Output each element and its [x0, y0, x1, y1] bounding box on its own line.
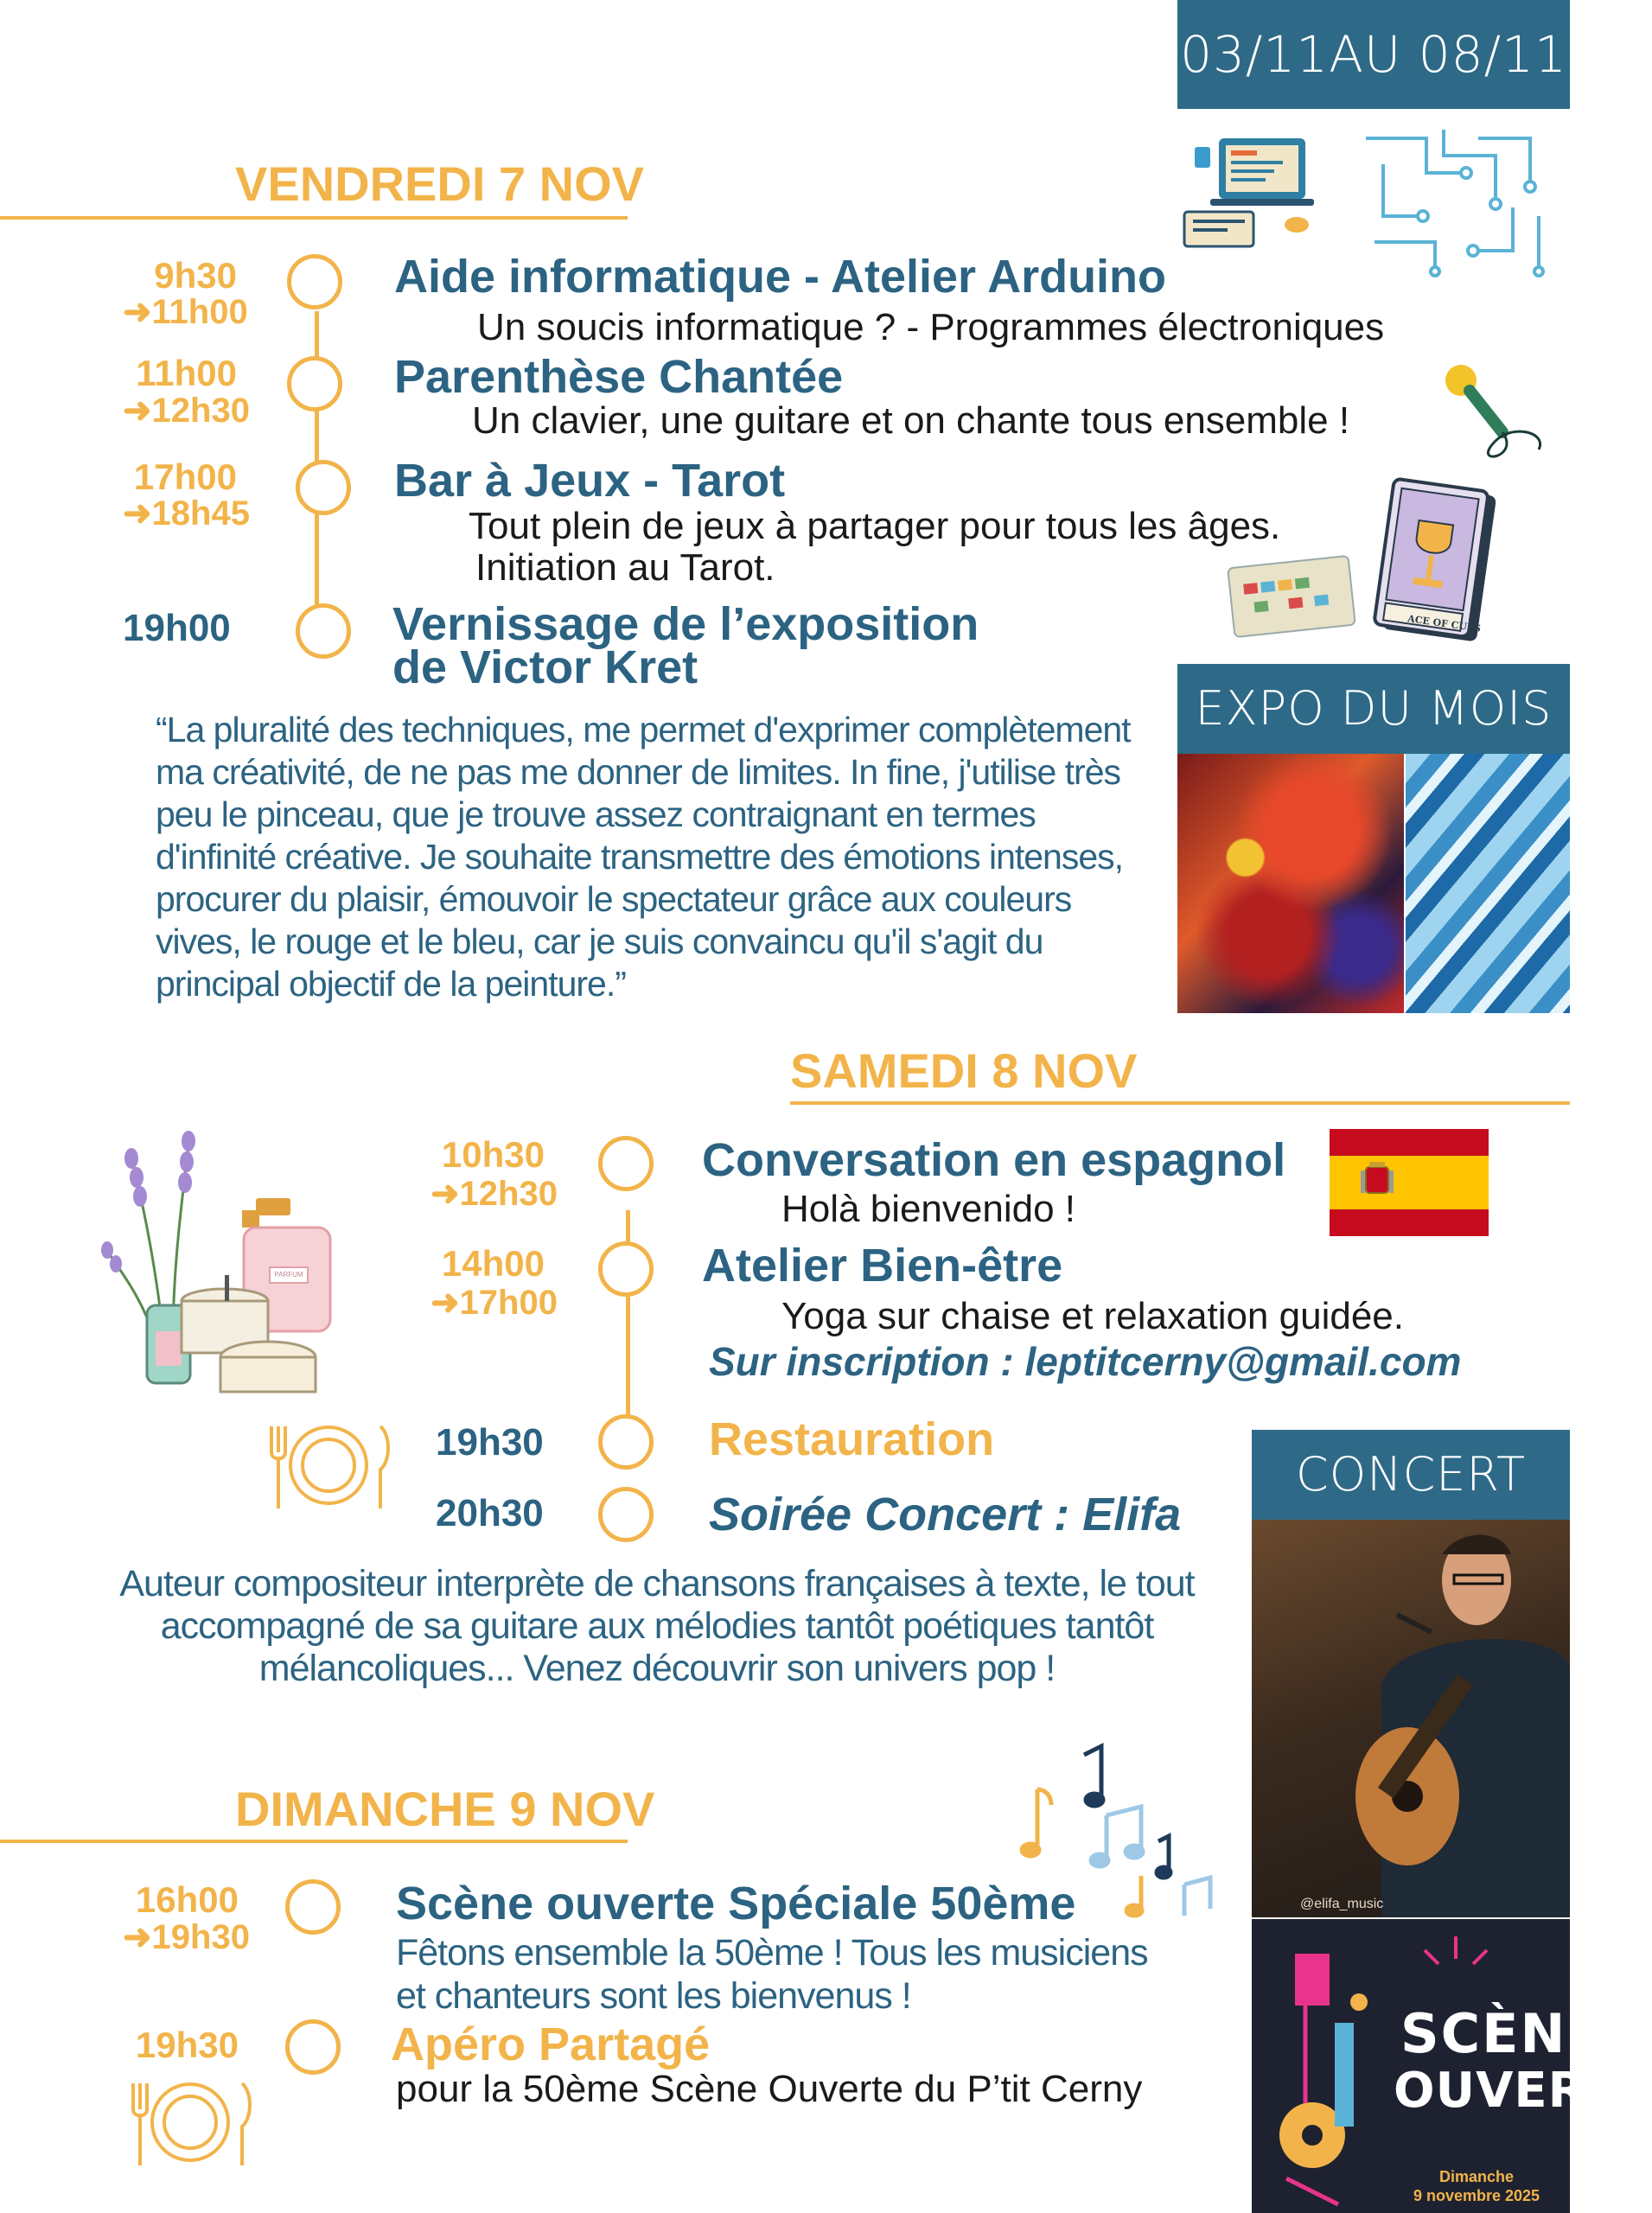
event-title: Apéro Partagé	[391, 2018, 711, 2070]
event-description-line2: Initiation au Tarot.	[475, 546, 775, 589]
board-game-illustration	[1228, 553, 1357, 640]
plate-icon	[121, 2075, 259, 2170]
event-title: Bar à Jeux - Tarot	[394, 455, 786, 507]
saturday-heading: SAMEDI 8 NOV	[790, 1043, 1138, 1098]
event-title: Scène ouverte Spéciale 50ème	[396, 1878, 1076, 1929]
event-end-time: ➜12h30	[123, 392, 250, 430]
poster-title-line2: OUVERTE	[1394, 2063, 1652, 2119]
timeline-dot	[598, 1136, 654, 1191]
lavender-perfume-illustration	[95, 1115, 346, 1400]
timeline-dot	[287, 254, 342, 309]
event-description-line: et chanteurs sont les bienvenus !	[396, 1975, 911, 2017]
registration-note: Sur inscription : leptitcerny@gmail.com	[709, 1339, 1462, 1384]
saturday-divider	[790, 1101, 1570, 1105]
event-title: Vernissage de l’exposition	[392, 598, 979, 650]
expo-painting-blue	[1406, 754, 1570, 1013]
event-title: Conversation en espagnol	[702, 1134, 1286, 1186]
concert-description	[104, 1563, 1210, 1690]
timeline-dot	[598, 1487, 654, 1542]
concert-description-line: accompagné de sa guitare aux mélodies tantôt poétiques tantôt	[160, 1605, 1154, 1647]
friday-divider	[0, 216, 628, 220]
event-title: Aide informatique - Atelier Arduino	[394, 251, 1167, 303]
event-start-time: 19h30	[436, 1421, 544, 1464]
event-description: Holà bienvenido !	[781, 1188, 1076, 1230]
event-title: Atelier Bien-être	[702, 1240, 1063, 1291]
event-title: Parenthèse Chantée	[394, 351, 844, 403]
perfume-label: PARFUM	[274, 1271, 303, 1279]
event-start-time: 19h30	[135, 2025, 239, 2065]
event-end-time: ➜18h45	[123, 494, 250, 533]
microphone-icon	[1435, 354, 1556, 467]
expo-banner: EXPO DU MOIS	[1177, 664, 1570, 754]
event-title: Restauration	[709, 1413, 995, 1465]
event-end-time: ➜17h00	[431, 1284, 558, 1322]
concert-banner: CONCERT	[1252, 1430, 1570, 1520]
event-end-time: ➜12h30	[431, 1175, 558, 1213]
photo-credit: @elifa_music	[1300, 1897, 1384, 1911]
timeline-dot	[598, 1414, 654, 1470]
poster-date-line2: 9 novembre 2025	[1413, 2187, 1540, 2204]
event-title: Soirée Concert : Elifa	[709, 1489, 1182, 1540]
event-description: Un soucis informatique ? - Programmes électroniques	[477, 306, 1385, 348]
tarot-card-illustration	[1366, 480, 1504, 644]
concert-description-line: Auteur compositeur interprète de chansons françaises à texte, le tout	[119, 1563, 1195, 1604]
event-end-time: ➜19h30	[123, 1918, 250, 1956]
spain-flag-icon	[1330, 1129, 1489, 1236]
event-description: Tout plein de jeux à partager pour tous les âges.	[469, 505, 1281, 547]
sunday-heading: DIMANCHE 9 NOV	[235, 1782, 655, 1836]
event-title-line2: de Victor Kret	[392, 641, 698, 693]
timeline-dot	[285, 1879, 341, 1935]
poster-date-line1: Dimanche	[1438, 2168, 1515, 2185]
event-start-time: 17h00	[133, 456, 237, 497]
laptop-illustration	[1176, 130, 1340, 251]
event-start-time: 19h00	[123, 607, 231, 649]
event-start-time: 11h00	[136, 353, 237, 393]
timeline-dot	[296, 460, 351, 515]
event-start-time: 10h30	[441, 1134, 545, 1175]
expo-painting-red	[1177, 754, 1404, 1013]
scene-ouverte-poster	[1252, 1919, 1652, 2213]
timeline-dot	[598, 1241, 654, 1297]
timeline-dot	[287, 356, 342, 411]
event-description-line: Fêtons ensemble la 50ème ! Tous les musiciens	[396, 1932, 1148, 1974]
event-description: pour la 50ème Scène Ouverte du P’tit Cerny	[396, 2068, 1143, 2110]
event-start-time: 16h00	[135, 1879, 239, 1920]
event-start-time: 9h30	[154, 255, 237, 296]
plate-icon	[259, 1418, 398, 1513]
concert-photo	[1252, 1520, 1570, 1917]
date-range-banner: 03/11AU 08/11	[1177, 0, 1570, 109]
event-end-time: ➜11h00	[123, 293, 248, 331]
poster-title-line1: SCÈNE	[1400, 2002, 1605, 2065]
sunday-divider	[0, 1840, 628, 1843]
event-description	[396, 1931, 1148, 2018]
event-start-time: 14h00	[441, 1243, 545, 1284]
event-description: Yoga sur chaise et relaxation guidée.	[781, 1295, 1404, 1337]
concert-description-line: mélancoliques... Venez découvrir son univers pop !	[258, 1648, 1056, 1689]
artist-quote: “La pluralité des techniques, me permet d'exprimer complètement ma créativité, de ne pas me donner de limites. In fine, j'utilise très peu le pinceau, que je trouve assez contraignant en termes d'infinité créative. Je souhaite transmettre des émotions intenses, procurer du plaisir, émouvoir le spectateur grâce aux couleurs vives, le rouge et le bleu, car je suis convaincu qu'il s'agit du principal objectif de la peinture.”	[156, 710, 1131, 1004]
timeline-dot	[285, 2019, 341, 2075]
timeline-dot	[296, 603, 351, 659]
circuit-illustration	[1357, 121, 1556, 277]
friday-heading: VENDREDI 7 NOV	[235, 156, 644, 211]
event-start-time: 20h30	[436, 1492, 544, 1534]
tarot-card-label: ACE OF CUPS	[1406, 613, 1482, 635]
event-description: Un clavier, une guitare et on chante tous ensemble !	[472, 399, 1350, 442]
